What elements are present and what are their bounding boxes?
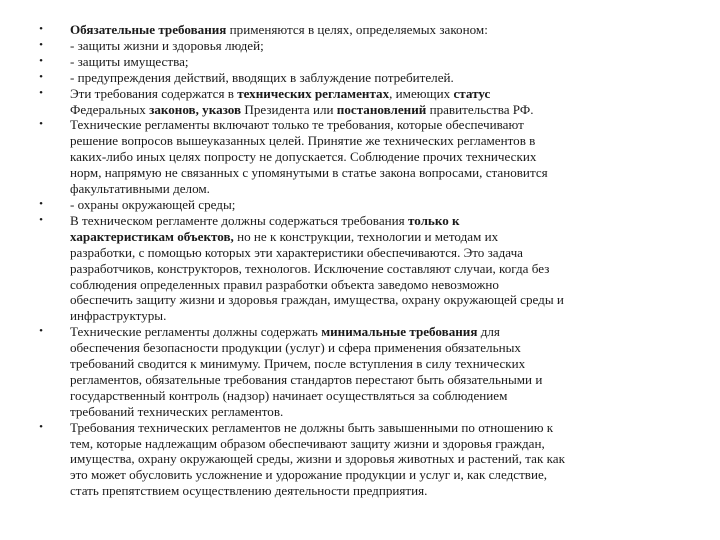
bold-text: характеристикам объектов, (70, 228, 234, 244)
text-run: Президента или (241, 101, 337, 117)
text-line (70, 483, 686, 499)
text-line (70, 133, 686, 149)
text-line (70, 245, 686, 261)
bullet-item (36, 70, 686, 86)
text-run: это может обусловить усложнение и удорожание продукции и услуг и, как следствие, (70, 467, 548, 483)
text-run: норм, напрямую не связанных с упомянутыми в статье закона вопросами, становится (70, 165, 548, 181)
text-run: требований технических регламентов. (70, 403, 284, 419)
text-run: В техническом регламенте должны содержаться требования (70, 212, 408, 228)
text-line (70, 165, 686, 181)
bullet-dot-icon: • (39, 197, 43, 210)
bold-text: Обязательные требования (70, 22, 227, 37)
bullet-item (36, 117, 686, 197)
bold-text: технических регламентах (237, 85, 390, 101)
text-run: тем, которые надлежащим образом обеспечивают защиту жизни и здоровья граждан, (70, 435, 545, 451)
bullet-dot-icon: • (39, 213, 43, 226)
bold-text: постановлений (336, 101, 427, 117)
text-line (70, 308, 686, 324)
bullet-item (36, 324, 686, 419)
text-line (70, 404, 686, 420)
text-line (70, 292, 686, 308)
text-line (70, 213, 686, 229)
text-line (70, 388, 686, 404)
bullet-dot-icon: • (39, 54, 43, 67)
text-run: - защиты имущества; (70, 53, 189, 69)
text-line (70, 340, 686, 356)
text-run: имущества, охрану окружающей среды, жизни и здоровья животных и растений, так как (70, 451, 565, 467)
text-run: регламентов, обязательные требования стандартов перестают быть обязательными и (70, 371, 543, 387)
text-run: решение вопросов вышеуказанных целей. Принятие же технических регламентов в (70, 133, 536, 149)
text-line (70, 197, 686, 213)
bold-text: минимальные требования (321, 324, 478, 340)
text-run: Федеральных (70, 101, 150, 117)
bullet-dot-icon: • (39, 70, 43, 83)
bold-text: статус (453, 85, 491, 101)
bullet-dot-icon: • (39, 23, 43, 35)
bullet-dot-icon: • (39, 325, 43, 338)
bullet-dot-icon: • (39, 86, 43, 99)
text-line (70, 277, 686, 293)
text-run: требований сводится к минимуму. Причем, после вступления в силу технических (70, 356, 526, 372)
bullet-item (36, 420, 686, 500)
text-line (70, 356, 686, 372)
text-line (70, 436, 686, 452)
text-line (70, 149, 686, 165)
bullet-item (36, 197, 686, 213)
bullet-dot-icon: • (39, 118, 43, 131)
text-run: Технические регламенты включают только те требования, которые обеспечивают (70, 117, 524, 133)
text-run: но не к конструкции, технологии и методам их (233, 228, 499, 244)
bullet-dot-icon: • (39, 420, 43, 433)
text-run: стать препятствием осуществлению деятельности предприятия. (70, 483, 428, 499)
text-line (70, 102, 686, 118)
bullet-list (36, 22, 686, 499)
text-run: государственный контроль (надзор) начинает осуществляться за соблюдением (70, 387, 508, 403)
text-line (70, 38, 686, 54)
text-line (70, 54, 686, 70)
text-run: применяются в целях, определяемых законом: (226, 22, 488, 37)
text-run: для (477, 324, 500, 340)
text-line (70, 229, 686, 245)
text-run: - предупреждения действий, вводящих в заблуждение потребителей. (70, 69, 454, 85)
text-run: - защиты жизни и здоровья людей; (70, 37, 264, 53)
text-line (70, 372, 686, 388)
text-run: Эти требования содержатся в (70, 85, 238, 101)
text-run: инфраструктуры. (70, 308, 167, 324)
text-line (70, 117, 686, 133)
text-line (70, 261, 686, 277)
text-line (70, 22, 686, 38)
bullet-item (36, 213, 686, 324)
bullet-item (36, 54, 686, 70)
text-run: разработчиков, конструкторов, технологов. Исключение составляют случаи, когда без (70, 260, 550, 276)
text-run: Требования технических регламентов не должны быть завышенными по отношению к (70, 419, 554, 435)
text-run: , имеющих (389, 85, 454, 101)
text-run: Технические регламенты должны содержать (70, 324, 322, 340)
bullet-item (36, 22, 686, 38)
text-run: обеспечения безопасности продукции (услуг) и сфера применения обязательных (70, 340, 521, 356)
bold-text: законов, указов (149, 101, 242, 117)
text-line (70, 324, 686, 340)
text-line (70, 181, 686, 197)
text-line (70, 467, 686, 483)
text-line (70, 420, 686, 436)
text-run: каких-либо иных целях попросту не допускается. Соблюдение прочих технических (70, 149, 537, 165)
text-run: обеспечить защиту жизни и здоровья граждан, имущества, охрану окружающей среды и (70, 292, 564, 308)
text-run: - охраны окружающей среды; (70, 196, 236, 212)
text-run: факультативными делом. (70, 181, 210, 197)
text-run: разработки, с помощью которых эти характеристики обеспечиваются. Это задача (70, 244, 523, 260)
bullet-item (36, 86, 686, 118)
bullet-dot-icon: • (39, 38, 43, 51)
text-line (70, 86, 686, 102)
bold-text: только к (407, 212, 460, 228)
bullet-item (36, 38, 686, 54)
text-run: правительства РФ. (426, 101, 534, 117)
text-run: соблюдения определенных правил разработки объекта заведомо невозможно (70, 276, 499, 292)
text-line (70, 70, 686, 86)
text-line (70, 451, 686, 467)
